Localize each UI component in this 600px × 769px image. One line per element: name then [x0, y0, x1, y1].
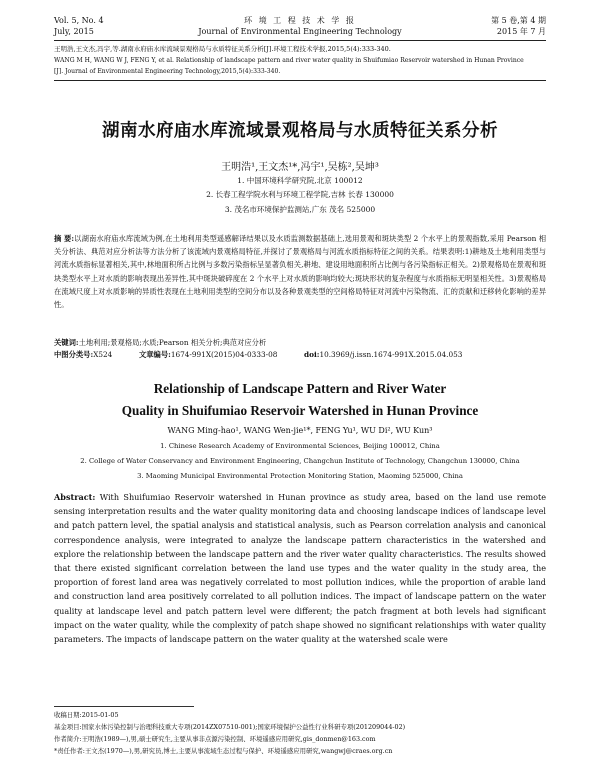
doc-id-label: 文章编号:	[138, 350, 171, 359]
keywords-cn-label: 关键词:	[54, 338, 79, 347]
footnote-corresponding: *责任作者:王文杰(1970—),男,研究员,博士,主要从事流域生态过程与保护、环境遥感应用研究,wangwj@craes.org.cn	[54, 747, 393, 755]
abstract-cn	[54, 232, 546, 311]
header-volume: Vol. 5, No. 4	[54, 16, 104, 25]
abstract-cn-label: 摘 要:	[54, 234, 75, 243]
abstract-en	[54, 490, 546, 646]
footnote-received: 收稿日期:2015-01-05	[54, 711, 119, 719]
header-date-cn: 2015 年 7 月	[496, 27, 546, 36]
abstract-en-label: Abstract:	[54, 492, 96, 502]
citation-en-line2: [J]. Journal of Environmental Engineering Technology,2015,5(4):333-340.	[54, 68, 281, 75]
header-journal-en: Journal of Environmental Engineering Technology	[198, 27, 402, 36]
affiliation-en-1: 1. Chinese Research Academy of Environmental Sciences, Beijing 100012, China	[160, 442, 440, 450]
title-en-line2: Quality in Shuifumiao Reservoir Watershed in Hunan Province	[121, 403, 479, 418]
footnote-fund: 基金项目:国家水体污染控制与治理科技重大专项(2014ZX07510-001);国家环境保护公益性行业科研专项(201209044-02)	[54, 723, 406, 731]
header-date-en: July, 2015	[54, 27, 94, 36]
authors-cn: 王明浩¹,王文杰¹*,冯宇¹,吴栋²,吴坤³	[221, 162, 379, 173]
footnote-rule	[54, 706, 194, 707]
title-cn: 湖南水府庙水库流域景观格局与水质特征关系分析	[102, 121, 498, 141]
citation-cn: 王明浩,王文杰,冯宇,等.湖南水府庙水库流域景观格局与水质特征关系分析[J].环境工程技术学报,2015,5(4):333-340.	[54, 45, 391, 53]
clc-label: 中图分类号:	[54, 350, 94, 359]
doi-value: 10.3969/j.issn.1674-991X.2015.04.053	[319, 350, 463, 359]
footnote-author: 作者简介:王明浩(1989—),男,硕士研究生,主要从事非点源污染控制、环境遥感应用研究,gis_donmen@163.com	[54, 735, 376, 743]
header-rule	[54, 40, 546, 41]
authors-en: WANG Ming-hao¹, WANG Wen-jie¹*, FENG Yu¹, WU Di², WU Kun³	[167, 426, 433, 435]
keywords-cn-text: 土地利用;景观格局;水质;Pearson 相关分析;典范对应分析	[78, 338, 267, 347]
affiliation-cn-2: 2. 长春工程学院水利与环境工程学院,吉林 长春 130000	[206, 190, 394, 199]
header-journal-cn: 环 境 工 程 技 术 学 报	[244, 16, 356, 25]
citation-en-line1: WANG M H, WANG W J, FENG Y, et al. Relationship of landscape pattern and river water quality in Shuifumiao Reservoir watershed in Hunan Province	[54, 57, 524, 64]
title-en-line1: Relationship of Landscape Pattern and River Water	[153, 381, 447, 396]
keywords-cn	[54, 336, 546, 349]
abstract-cn-text: 以湖南水府庙水库流域为例,在土地利用类型遥感解译结果以及水质监测数据基础上,选用景观和斑块类型 2 个水平上的景观指数,采用 Pearson 相关分析法、典范对应分析法等方法分析了该流域内景观格局特征,并探讨了景观格局与河流水质指标特征之间的关系。结果表明:1)耕地及土地利用类型与河流水质指标显著相关,其中,林地面积所占比例与多数污染指标呈显著负相关,耕地、建设用地面积所占比例与各污染指标正相关。2)景观格局在景观和斑块类型水平上对水质的影响表现出差异性,其中斑块破碎度在 2 个水平上对水质的影响均较大;斑块形状的复杂程度与水质指标无明显相关性。3)景观格局在流域尺度上对水质影响的异质性表现在土地利用类型的空间分布以及各种景观类型的空间格局特征对河流中污染物流、汇的贡献和迁移转化影响的差异性。	[54, 234, 547, 310]
affiliation-cn-1: 1. 中国环境科学研究院,北京 100012	[237, 176, 363, 185]
classification-line	[54, 350, 462, 360]
affiliation-cn-3: 3. 茂名市环境保护监测站,广东 茂名 525000	[224, 205, 376, 214]
clc-value: X524	[93, 350, 113, 359]
affiliation-en-3: 3. Maoming Municipal Environmental Protection Monitoring Station, Maoming 525000, China	[137, 472, 463, 480]
abstract-en-text: With Shuifumiao Reservoir watershed in Hunan province as study area, based on the land use remote sensing interpretation results and the water quality monitoring data and choosing landscape indices of landscape level and patch pattern level, the spatial analysis and statistical analysis, such as Pearson correlation analysis and canonical correspondence analysis, were integrated to analyze the landscape pattern characteristics in the watershed and explore the relationship between the landscape pattern and the river water quality characteristics. The results showed that there existed significant correlation between the land use types and the water quality in the study area, the proportion of forest land area was negatively correlated to most pollution indices, while the proportion of arable land and construction land area positively correlated to all pollution indices. The impact of landscape pattern on the water quality at landscape level and patch pattern level were different; the patch fragment at both levels had significant impact on the water quality, while the complexity of patch shape showed no significant relationships with water quality parameters. The impacts of landscape pattern on the water quality at the watershed scale were	[54, 492, 546, 645]
doi-label: doi:	[304, 350, 320, 359]
affiliation-en-2: 2. College of Water Conservancy and Environment Engineering, Changchun Institute of Technology, Changchun 130000, China	[80, 457, 520, 465]
citation-rule	[54, 80, 546, 81]
doc-id-value: 1674-991X(2015)04-0333-08	[170, 350, 278, 359]
header-issue-cn: 第 5 卷,第 4 期	[491, 16, 546, 25]
